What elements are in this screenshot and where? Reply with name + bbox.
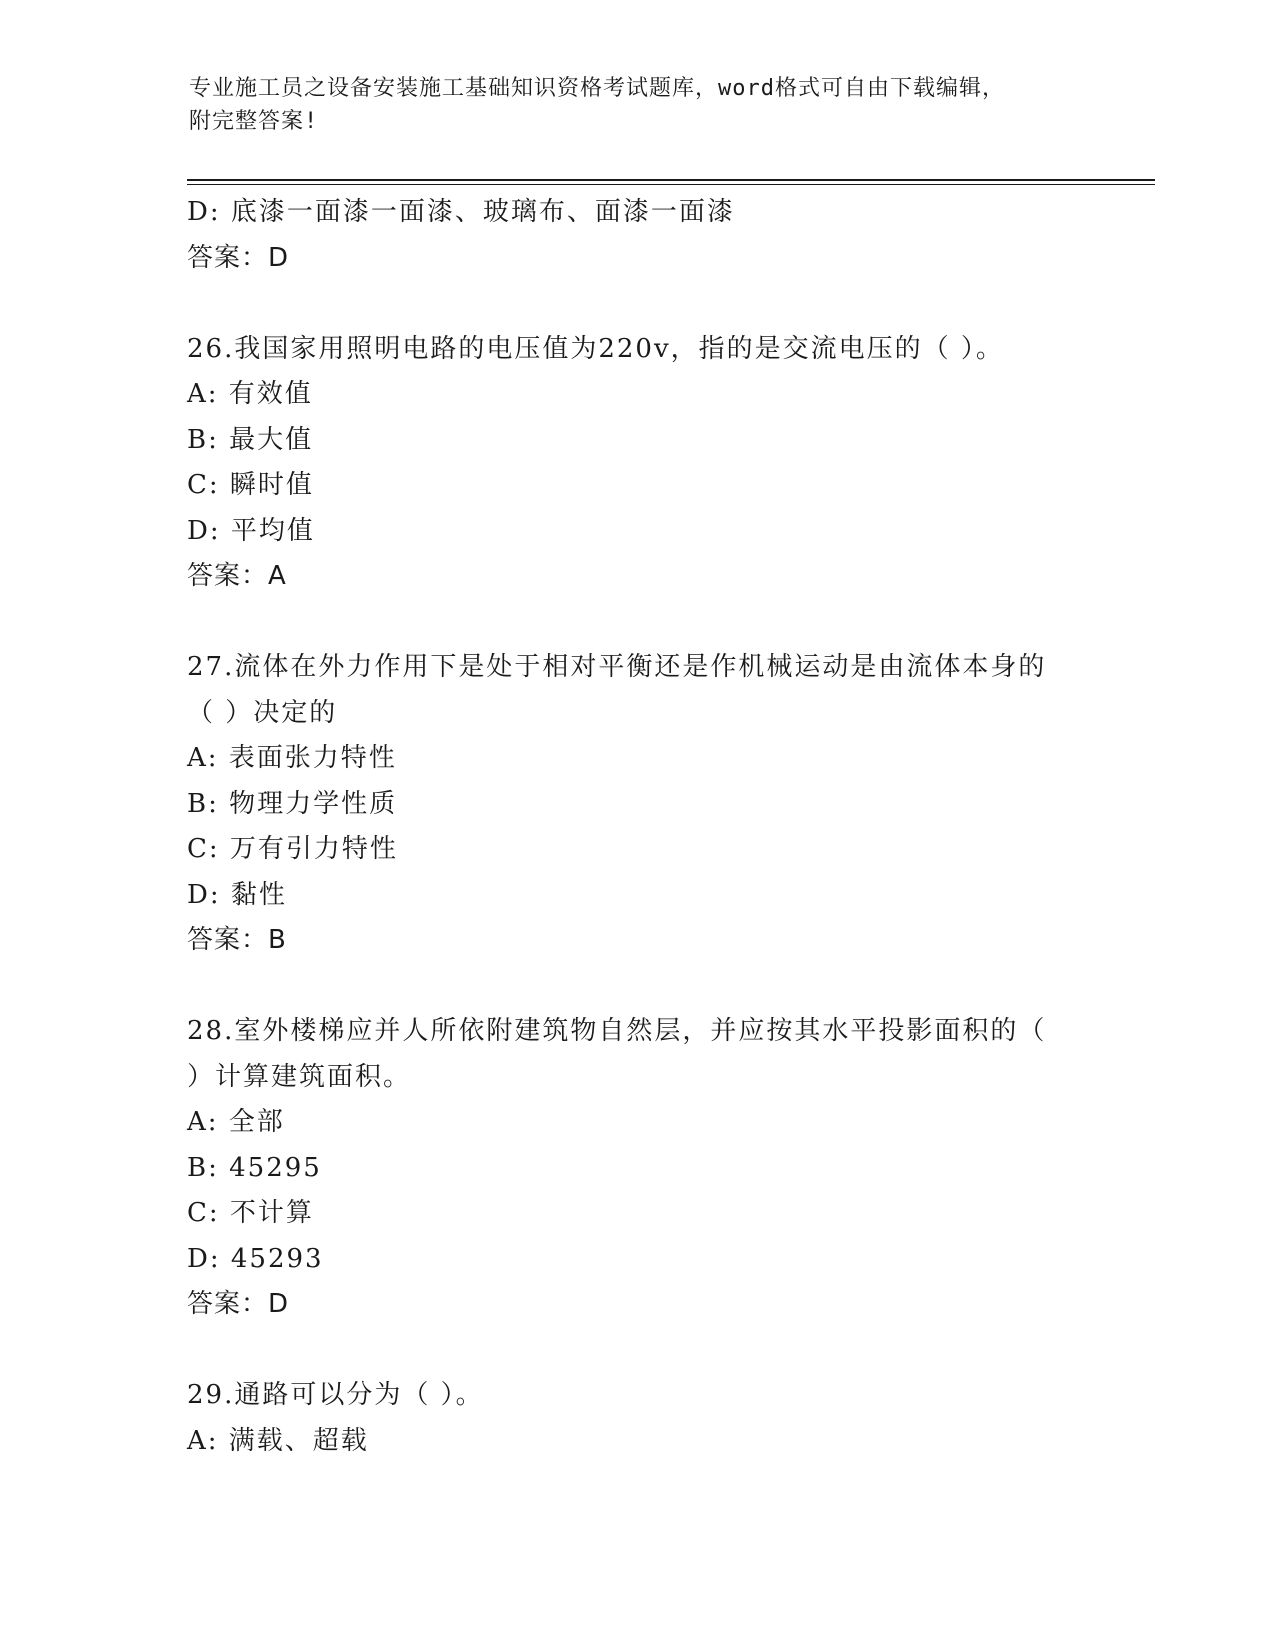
answer-line: 答案：D bbox=[187, 1289, 290, 1319]
answer-line: 答案：B bbox=[187, 925, 287, 955]
prev-option-d: D: 底漆一面漆一面漆、玻璃布、面漆一面漆 bbox=[187, 197, 735, 227]
question-content bbox=[187, 190, 1087, 1464]
option-b: B: 最大值 bbox=[187, 424, 314, 455]
option-b: B: 物理力学性质 bbox=[187, 788, 398, 819]
question-stem: 27.流体在外力作用下是处于相对平衡还是作机械运动是由流体本身的 bbox=[187, 652, 1047, 682]
spacer bbox=[187, 964, 1087, 1010]
header-line-2: 附完整答案! bbox=[189, 109, 319, 134]
question-block-29 bbox=[187, 1373, 1087, 1464]
option-b: B: 45295 bbox=[187, 1152, 322, 1183]
option-d: D: 黏性 bbox=[187, 879, 287, 910]
question-block-27 bbox=[187, 645, 1087, 964]
question-stem: 29.通路可以分为（ ）。 bbox=[187, 1380, 484, 1410]
question-stem-continued: （ ）决定的 bbox=[187, 697, 338, 728]
option-c: C: 万有引力特性 bbox=[187, 834, 398, 864]
header-divider-thick bbox=[187, 179, 1155, 181]
spacer bbox=[187, 281, 1087, 327]
option-a: A: 表面张力特性 bbox=[187, 743, 397, 773]
option-a: A: 满载、超载 bbox=[187, 1425, 369, 1456]
option-a: A: 有效值 bbox=[187, 379, 313, 409]
answer-line: 答案：A bbox=[187, 561, 287, 591]
header-line-1: 专业施工员之设备安装施工基础知识资格考试题库，word格式可自由下载编辑， bbox=[189, 76, 1005, 101]
option-a: A: 全部 bbox=[187, 1107, 285, 1137]
question-stem-continued: ）计算建筑面积。 bbox=[187, 1061, 412, 1092]
option-c: C: 瞬时值 bbox=[187, 470, 314, 500]
spacer bbox=[187, 1328, 1087, 1374]
question-stem: 26.我国家用照明电路的电压值为220v，指的是交流电压的（ ）。 bbox=[187, 333, 1004, 364]
option-c: C: 不计算 bbox=[187, 1198, 314, 1228]
question-stem: 28.室外楼梯应并人所依附建筑物自然层，并应按其水平投影面积的（ bbox=[187, 1016, 1047, 1046]
header-divider-thin bbox=[187, 184, 1155, 185]
page-header bbox=[189, 72, 1069, 138]
option-d: D: 平均值 bbox=[187, 515, 315, 546]
question-block-26 bbox=[187, 327, 1087, 600]
question-block-28 bbox=[187, 1009, 1087, 1328]
option-d: D: 45293 bbox=[187, 1243, 324, 1274]
prev-answer: 答案：D bbox=[187, 242, 290, 273]
spacer bbox=[187, 600, 1087, 646]
